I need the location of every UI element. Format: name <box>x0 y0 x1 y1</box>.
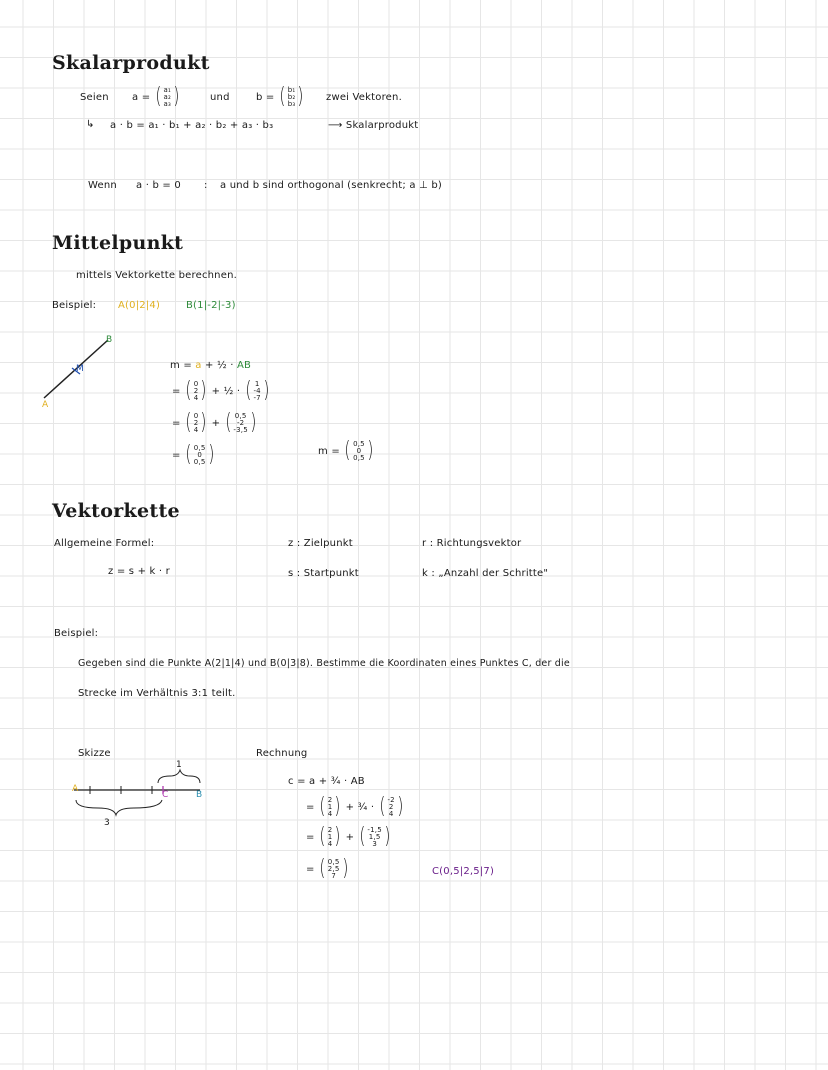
skalarprodukt-result: ⟶ Skalarprodukt <box>328 120 419 131</box>
skalarprodukt-heading: Skalarprodukt <box>52 52 210 74</box>
s-definition: s : Startpunkt <box>288 568 359 579</box>
calc-line-4: = ( 0,5 2,5 7 ) <box>306 856 348 881</box>
point-a-coordinates: A(0|2|4) <box>118 300 161 311</box>
midpoint-line-1: m = a + ½ · AB <box>170 360 252 371</box>
mittelpunkt-heading: Mittelpunkt <box>52 232 184 254</box>
calc-line-1: c = a + ¾ · AB <box>288 776 365 787</box>
wenn-formula: a · b = 0 <box>136 180 181 191</box>
beispiel-label-2: Beispiel: <box>54 628 99 639</box>
b-matrix: ( b₁ b₂ b₃ ) <box>279 84 304 109</box>
midpoint-answer: m = ( 0,5 0 0,5 ) <box>318 438 374 463</box>
sketch2-label-c: C <box>162 790 169 800</box>
rechnung-label: Rechnung <box>256 748 308 759</box>
sketch-label-a: A <box>42 400 49 410</box>
calc-line-3: = ( 2 1 4 ) + ( -1,5 1,5 3 ) <box>306 824 391 849</box>
b-eq: b = <box>256 92 275 103</box>
brace-one <box>158 770 200 783</box>
sketch-label-m: M <box>76 364 84 374</box>
point-c-answer: C(0,5|2,5|7) <box>432 866 495 877</box>
calc-line-2: = ( 2 1 4 ) + ¾ · ( -2 2 4 ) <box>306 794 404 819</box>
sketch2-label-three: 3 <box>104 818 110 828</box>
task-line-2: Strecke im Verhältnis 3:1 teilt. <box>78 688 236 699</box>
skizze-label: Skizze <box>78 748 111 759</box>
point-b-coordinates: B(1|-2|-3) <box>186 300 236 311</box>
midpoint-line-2: = ( 0 2 4 ) + ½ · ( 1 -4 -7 ) <box>172 378 270 403</box>
sketch2-label-b: B <box>196 790 203 800</box>
mittelpunkt-text: mittels Vektorkette berechnen. <box>76 270 237 281</box>
zwei-vektoren-text: zwei Vektoren. <box>326 92 402 103</box>
vektorkette-formula: z = s + k · r <box>108 566 170 577</box>
r-definition: r : Richtungsvektor <box>422 538 522 549</box>
sketch2-label-one: 1 <box>176 760 182 770</box>
vector-b-definition <box>256 86 305 108</box>
a-matrix: ( a₁ a₂ a₃ ) <box>155 84 180 109</box>
skalarprodukt-formula: a · b = a₁ · b₁ + a₂ · b₂ + a₃ · b₃ <box>110 120 274 131</box>
midpoint-line-4: = ( 0,5 0 0,5 ) <box>172 442 214 467</box>
a-eq: a = <box>132 92 151 103</box>
sketch-label-b: B <box>106 335 113 345</box>
vector-a-definition <box>132 86 181 108</box>
arrow-symbol: ↳ <box>86 119 95 130</box>
beispiel-label-1: Beispiel: <box>52 300 97 311</box>
seien-text: Seien <box>80 92 109 103</box>
z-definition: z : Zielpunkt <box>288 538 353 549</box>
und-text: und <box>210 92 230 103</box>
wenn-separator: : <box>204 180 208 191</box>
vektorkette-heading: Vektorkette <box>52 500 180 522</box>
sketch2-label-a: A <box>72 784 79 794</box>
brace-three <box>76 800 162 815</box>
allgemeine-formel-label: Allgemeine Formel: <box>54 538 155 549</box>
task-line-1: Gegeben sind die Punkte A(2|1|4) und B(0|3|8). Bestimme die Koordinaten eines Punktes C, der die <box>78 658 570 669</box>
midpoint-line-3: = ( 0 2 4 ) + ( 0,5 -2 -3,5 ) <box>172 410 257 435</box>
orthogonal-text: a und b sind orthogonal (senkrecht; a ⊥ b) <box>220 180 442 191</box>
k-definition: k : „Anzahl der Schritte" <box>422 568 549 579</box>
wenn-text: Wenn <box>88 180 117 191</box>
